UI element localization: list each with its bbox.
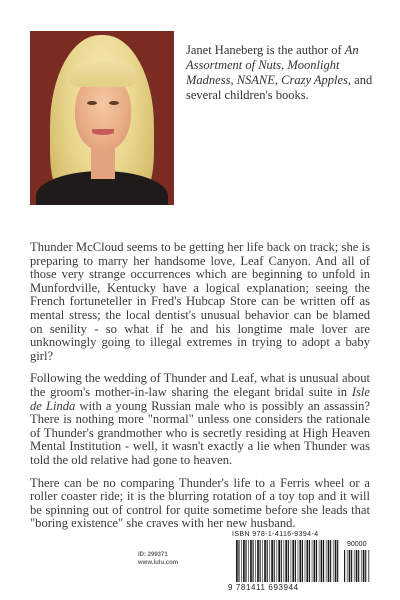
publisher-site: www.lulu.com	[138, 560, 179, 566]
isbn-label: ISBN 978-1-4116-9394-4	[232, 531, 319, 538]
place-name: Isle de Linda	[30, 384, 370, 413]
publisher-id-block	[138, 551, 178, 567]
price-code: 90000	[347, 541, 367, 548]
publisher-id: ID: 299371	[138, 552, 168, 558]
synopsis-paragraph-1: Thunder McCloud seems to be getting her life back on track; she is preparing to marry her handsome love, Leaf Canyon. And all of those very strange occurrences which are beginning to unfold in Munfordville, Kentucky have a logical explanation; seeing the French fortuneteller in Fred's Hubcap Store can be written off as mental stress; the local dentist's unusual behavior can be blamed on senility - so what if he and his longtime male lover are unknowingly going to illegal extremes in trying to adopt a baby girl?	[30, 240, 370, 363]
bio-outro: and several children's books.	[186, 73, 373, 102]
barcode-digits: 9 781411 693944	[228, 583, 299, 592]
author-photo	[30, 31, 174, 205]
synopsis-paragraph-3: There can be no comparing Thunder's life to a Ferris wheel or a roller coaster ride; it is the blurring rotation of a toy top and it will be spinning out of control for quite sometime before she leads that "boring existence" she craves with her new husband.	[30, 475, 370, 531]
bio-intro: Janet Haneberg is the author of	[186, 43, 345, 57]
bio-titles: An Assortment of Nuts, Moonlight Madness, NSANE, Crazy Apples,	[186, 43, 359, 87]
synopsis	[30, 241, 370, 540]
isbn-barcode	[236, 540, 340, 582]
synopsis-paragraph-2: Following the wedding of Thunder and Leaf, what is unusual about the groom's mother-in-law sharing the elegant bridal suite in Isle de Linda with a young Russian male who is possibly an assassin? There is nothing more "normal" unless one considers the rationale of Thunder's grandmother who is secretly residing at High Heaven Mental Institution - well, it wasn't exactly a lie when Thunder was told the old relative had gone to heaven.	[30, 371, 370, 467]
author-bio	[186, 43, 382, 103]
price-barcode	[344, 550, 370, 582]
